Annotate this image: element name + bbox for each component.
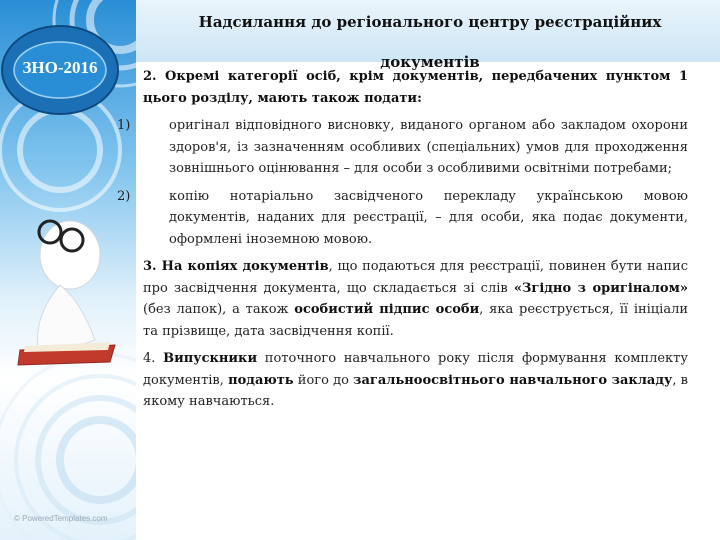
paragraph-2 [143, 66, 688, 109]
p3-text-1: , що подаються для реєстрації, повинен бути напис про засвідчення документа, що складається зі слів [143, 259, 688, 296]
p4-text-3: , в якому навчаються. [143, 372, 688, 409]
p3-bold-1: 3. На копіях документів [143, 259, 329, 274]
title-line-1: Надсилання до регіонального центру реєстраційних [198, 13, 662, 31]
p4-bold-3: загальноосвітнього навчального закладу [353, 372, 673, 388]
paragraph-4 [143, 348, 688, 413]
p3-text-2: (без лапок), а також [143, 302, 295, 317]
list-item-1 [117, 115, 688, 180]
list-item-1-text: оригінал відповідного висновку, виданого органом або закладом охорони здоров'я, із зазначенням особливих (спеціальних) умов для проходження зовнішнього оцінювання – для особи з особливими освітніми потребами; [169, 118, 688, 176]
p4-text-1: поточного навчального року після формування комплекту документів, [143, 351, 688, 388]
list-item-2 [117, 186, 688, 251]
list-item-2-number: 2) [117, 188, 131, 204]
slide-content [117, 66, 689, 413]
reading-person-illustration [18, 221, 115, 365]
p3-bold-3: особистий підпис особи [294, 302, 480, 317]
paragraph-2-lead: 2. Окремі категорії осіб, крім документів, передбачених пунктом 1 цього розділу, мають також подати: [143, 69, 688, 106]
list-item-2-text: копію нотаріально засвідченого перекладу українською мовою документів, наданих для реєстрації, – для особи, яка подає документи, оформлені іноземною мовою. [169, 188, 688, 247]
p4-text-2: його до [293, 372, 354, 388]
title-line-2: документів [380, 53, 480, 71]
p4-number: 4. [143, 351, 164, 366]
p3-text-3: , яка реєструється, її ініціали та прізвище, дата засвідчення копії. [143, 302, 688, 339]
circles-decoration [0, 0, 136, 540]
footer-credit: © PoweredTemplates.com [14, 514, 108, 523]
p4-bold-1: Випускники [163, 351, 258, 366]
p4-bold-2: подають [228, 372, 294, 388]
p3-bold-2: «Згідно з оригіналом» [513, 280, 689, 296]
list-item-1-number: 1) [117, 118, 131, 133]
badge-text: ЗНО-2016 [22, 58, 98, 77]
decorative-sidebar [0, 0, 136, 540]
paragraph-3 [143, 256, 688, 342]
